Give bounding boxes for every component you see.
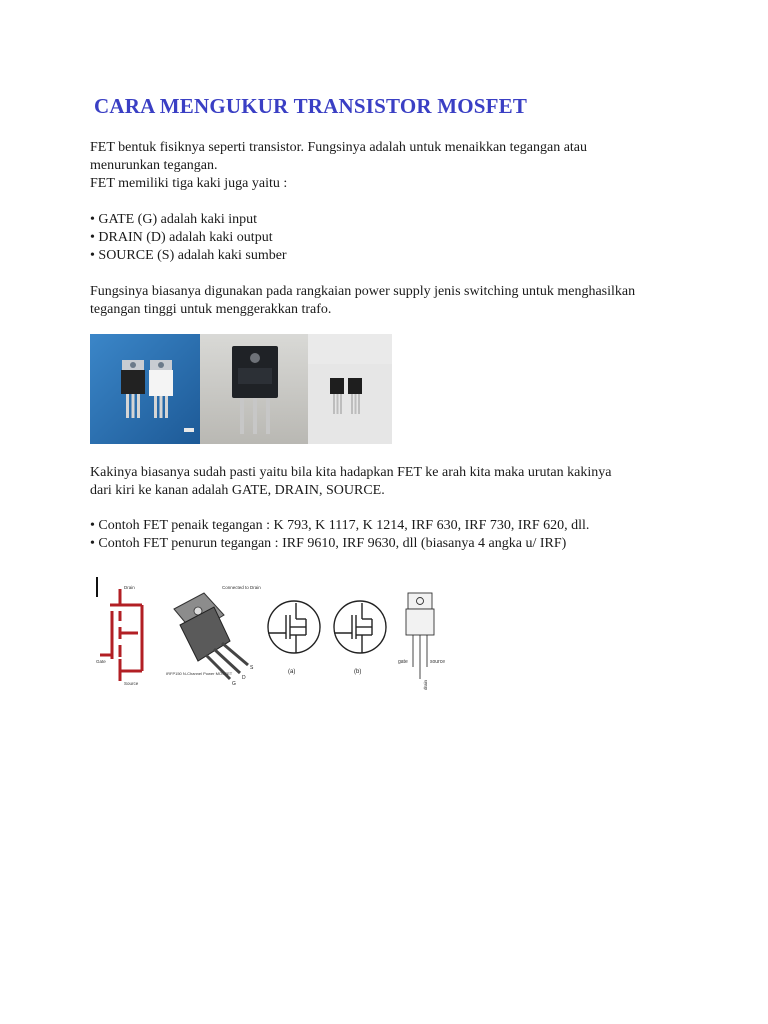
schematic-symbol bbox=[100, 589, 142, 681]
svg-text:G: G bbox=[232, 681, 236, 687]
legs-list bbox=[90, 211, 690, 265]
svg-text:D: D bbox=[242, 675, 246, 681]
symbol-a bbox=[268, 601, 320, 653]
intro-line-1: FET bentuk fisiknya seperti transistor. Fungsinya adalah untuk menaikkan tegangan atau bbox=[90, 140, 588, 155]
intro-line-3: FET memiliki tiga kaki juga yaitu : bbox=[90, 176, 288, 191]
order-paragraph bbox=[90, 464, 690, 500]
list-item: • SOURCE (S) adalah kaki sumber bbox=[90, 248, 287, 263]
order-line-1: Kakinya biasanya sudah pasti yaitu bila kita hadapkan FET ke arah kita maka urutan kakinya bbox=[90, 465, 612, 480]
svg-text:Connected to Drain: Connected to Drain bbox=[222, 585, 261, 590]
list-item: • Contoh FET penurun tegangan : IRF 9610, IRF 9630, dll (biasanya 4 angka u/ IRF) bbox=[90, 536, 567, 551]
pinout-drawing bbox=[406, 593, 434, 679]
symbol-b-label: (b) bbox=[354, 669, 362, 675]
symbol-a-label: (a) bbox=[288, 669, 296, 675]
symbol-b bbox=[334, 601, 386, 653]
usage-line-2: tegangan tinggi untuk menggerakkan trafo. bbox=[90, 302, 332, 317]
label-source: Source bbox=[124, 681, 139, 686]
intro-line-2: menurunkan tegangan. bbox=[90, 158, 218, 173]
page-title: CARA MENGUKUR TRANSISTOR MOSFET bbox=[94, 94, 528, 118]
order-line-2: dari kiri ke kanan adalah GATE, DRAIN, SOURCE. bbox=[90, 483, 385, 498]
pin-source-label: source bbox=[430, 659, 446, 665]
list-item: • GATE (G) adalah kaki input bbox=[90, 212, 258, 227]
mosfet-diagrams bbox=[90, 575, 450, 693]
label-drain: Drain bbox=[124, 585, 135, 590]
pin-gate-label: gate bbox=[398, 659, 408, 665]
svg-text:S: S bbox=[250, 665, 254, 671]
package-drawing bbox=[166, 585, 261, 687]
intro-paragraph bbox=[90, 139, 690, 193]
label-gate: Gate bbox=[96, 659, 106, 664]
mosfet-photos bbox=[90, 334, 392, 444]
list-item: • DRAIN (D) adalah kaki output bbox=[90, 230, 273, 245]
examples-list bbox=[90, 517, 690, 553]
usage-line-1: Fungsinya biasanya digunakan pada rangkaian power supply jenis switching untuk menghasilkan bbox=[90, 284, 636, 299]
pin-drain-label: drain bbox=[423, 679, 428, 690]
usage-paragraph bbox=[90, 283, 690, 319]
svg-text:IRFP150 N-Channel Power MOSFET: IRFP150 N-Channel Power MOSFET bbox=[166, 671, 233, 676]
list-item: • Contoh FET penaik tegangan : K 793, K 1117, K 1214, IRF 630, IRF 730, IRF 620, dll. bbox=[90, 518, 590, 533]
